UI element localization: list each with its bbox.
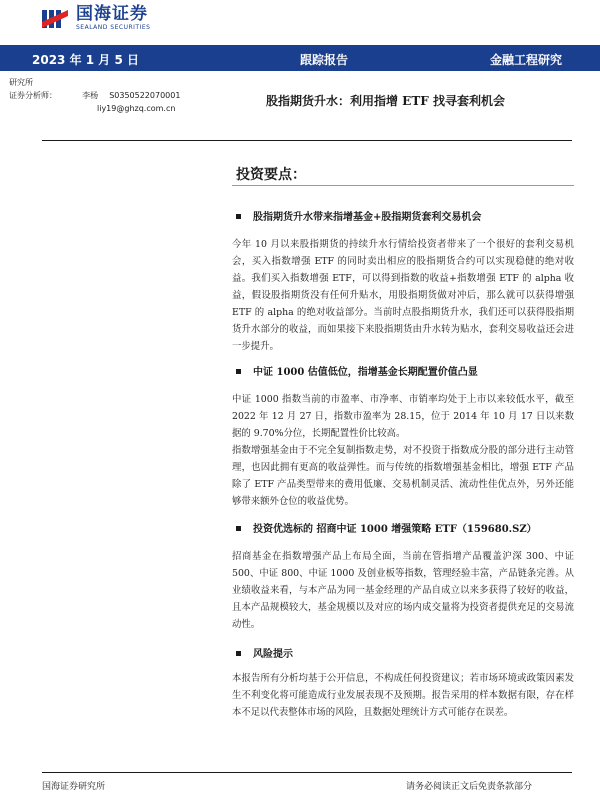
bullet-square-icon xyxy=(236,526,241,531)
section-heading: 中证 1000 估值低位，指增基金长期配置价值凸显 xyxy=(236,363,478,378)
section-body: 今年 10 月以来股指期货的持续升水行情给投资者带来了一个很好的套利交易机会，买入指数增强 ETF 的同时卖出相应的股指期货合约可以实现稳健的绝对收益。我们买入指数增强 ETF，可以得到指数的收益+指数增强 ETF 的 alpha 收益，假设股指期货没有任何升贴水，用股指期货做对冲后，那么就可以获得增强 ETF 的 alpha 的绝对收益部分。当前时点股指期货升水，我们还可以获得股指期货升水部分的收益，而如果接下来股指期货由升水转为贴水，套利交易收益还会进一步提升。 xyxy=(232,239,574,352)
analyst-info xyxy=(9,76,180,115)
footer-source: 国海证券研究所 xyxy=(42,782,106,792)
section-heading: 股指期货升水带来指增基金+股指期货套利交易机会 xyxy=(236,208,481,223)
bullet-square-icon xyxy=(236,651,241,656)
report-category: 金融工程研究 xyxy=(490,53,563,67)
section-body: 本报告所有分析均基于公开信息，不构成任何投资建议；若市场环境或政策因素发生不利变化将可能造成行业发展表现不及预期。报告采用的样本数据有限，存在样本不足以代表整体市场的风险，且数据处理统计方式可能存在误差。 xyxy=(232,673,574,718)
analyst-role: 证券分析师： xyxy=(9,91,57,100)
analyst-license: S0350522070001 xyxy=(109,91,181,100)
section-body: 招商基金在指数增强产品上布局全面，当前在管指增产品覆盖沪深 300、中证 500、中证 800、中证 1000 及创业板等指数，管理经验丰富，产品链条完善。从业绩收益来看，与本产品为同一基金经理的产品自成立以来多获得了较好的收益，且本产品规模较大，基金规模以及对应的场内成交量将为投资者提供充足的交易流动性。 xyxy=(232,551,574,630)
bullet-square-icon xyxy=(236,369,241,374)
title-divider xyxy=(42,140,572,141)
section-body: 中证 1000 指数当前的市盈率、市净率、市销率均处于上市以来较低水平，截至 2022 年 12 月 27 日，指数市盈率为 28.15，位于 2014 年 10 月 17 日以来数据的 9.70%分位，长期配置性价比较高。 xyxy=(232,394,574,439)
report-type: 跟踪报告 xyxy=(300,53,349,67)
section-heading: 风险提示 xyxy=(236,645,293,660)
section-title: 投资要点： xyxy=(236,167,306,183)
section-divider xyxy=(232,185,574,186)
analyst-dept: 研究所 xyxy=(9,78,33,87)
header-bar xyxy=(0,45,600,71)
analyst-name: 李杨 xyxy=(82,91,99,100)
section-heading: 投资优选标的 招商中证 1000 增强策略 ETF（159680.SZ） xyxy=(236,520,537,535)
footer-divider xyxy=(42,772,572,773)
report-title: 股指期货升水：利用指增 ETF 找寻套利机会 xyxy=(266,94,505,108)
analyst-email[interactable]: liy19@ghzq.com.cn xyxy=(97,104,176,113)
brand-name-en: SEALAND SECURITIES xyxy=(76,24,151,31)
sealand-logo-icon xyxy=(42,8,70,30)
bullet-square-icon xyxy=(236,214,241,219)
section-body: 指数增强基金由于不完全复制指数走势，对不投资于指数成分股的部分进行主动管理，也因此拥有更高的收益弹性。而与传统的指数增强基金相比，增强 ETF 产品除了 ETF 产品类型带来的费用低廉、交易机制灵活、流动性佳优点外，另外还能够带来额外仓位的收益优势。 xyxy=(232,445,574,507)
brand-logo xyxy=(42,6,150,31)
report-date: 2023 年 1 月 5 日 xyxy=(32,53,139,67)
footer-disclaimer: 请务必阅读正文后免责条款部分 xyxy=(406,782,533,792)
brand-name-cn: 国海证券 xyxy=(76,4,148,24)
